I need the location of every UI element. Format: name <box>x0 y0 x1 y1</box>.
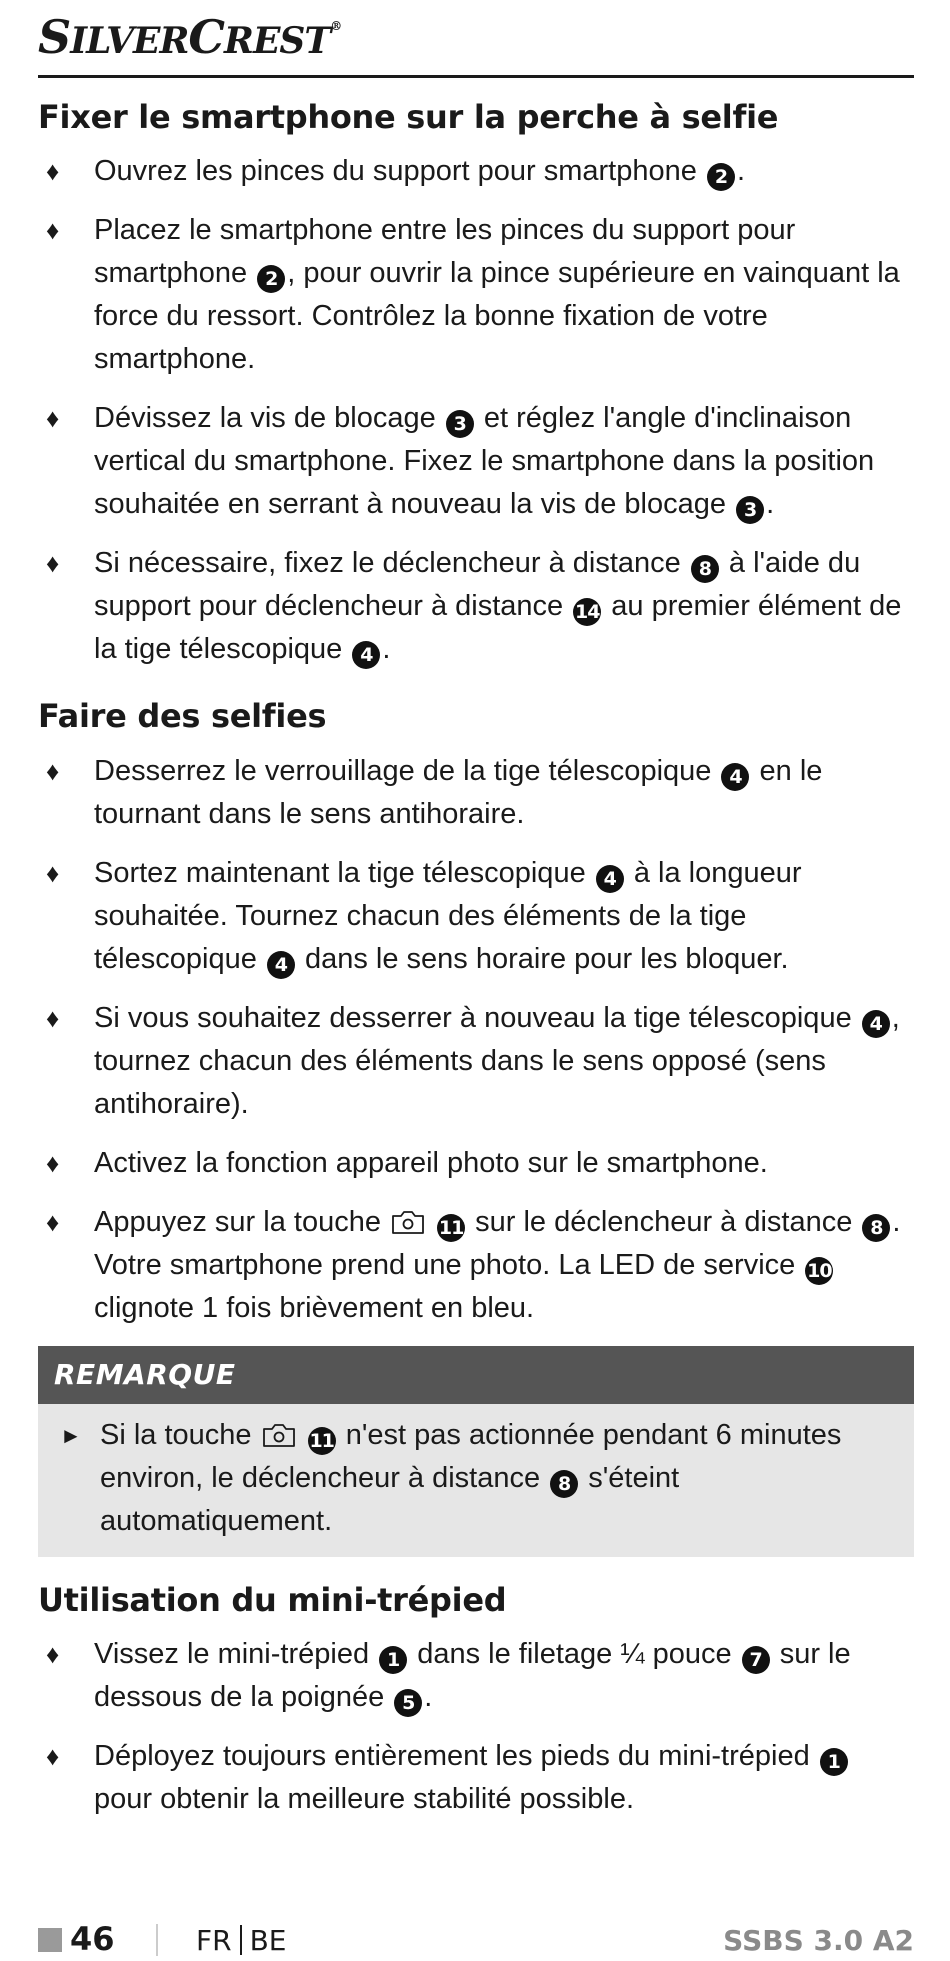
section-title: Faire des selfies <box>38 697 327 736</box>
text-run: en le tournant dans le sens antihoraire. <box>94 754 823 830</box>
list-item <box>38 209 914 381</box>
text-run: Desserrez le verrouillage de la tige télescopique <box>94 754 720 787</box>
part-number-badge: 3 <box>446 410 474 438</box>
section-title: Utilisation du mini-trépied <box>38 1580 507 1619</box>
footer-divider <box>156 1924 158 1956</box>
part-number-badge: 4 <box>596 865 624 893</box>
part-number-badge: 7 <box>742 1646 770 1674</box>
text-run: s'éteint automatiquement. <box>100 1461 680 1537</box>
list-item-text <box>94 547 901 665</box>
list-item <box>38 150 914 193</box>
list-item <box>38 1633 914 1719</box>
list-item-text <box>94 1147 768 1179</box>
footer-language <box>196 1924 286 1957</box>
text-run: Appuyez sur la touche <box>94 1205 390 1238</box>
page-footer <box>38 1920 914 1960</box>
text-run: Sortez maintenant la tige télescopique <box>94 856 594 889</box>
part-number-badge: 2 <box>257 265 285 293</box>
diamond-bullet-icon: ♦ <box>46 548 60 579</box>
text-run: . <box>736 155 746 188</box>
diamond-bullet-icon: ♦ <box>46 215 60 246</box>
list-item-text <box>94 1002 900 1120</box>
text-run: Activez la fonction appareil photo sur le smartphone. <box>94 1146 768 1179</box>
list-item-text <box>94 755 822 830</box>
page-header <box>38 8 914 78</box>
list-item <box>38 1735 914 1821</box>
text-run: Dévissez la vis de blocage <box>94 402 444 435</box>
diamond-bullet-icon: ♦ <box>46 857 60 888</box>
text-run: sur le dessous de la poignée <box>94 1638 851 1714</box>
part-number-badge: 8 <box>862 1214 890 1242</box>
text-run: à la longueur souhaitée. Tournez chacun des éléments de la tige télescopique <box>94 856 802 975</box>
text-run: pour obtenir la meilleure stabilité possible. <box>94 1783 635 1816</box>
text-run: . <box>382 633 391 666</box>
text-run: n'est pas actionnée pendant 6 minutes environ, le déclencheur à distance <box>100 1418 842 1494</box>
section-mount-smartphone <box>38 98 914 671</box>
part-number-badge: 2 <box>707 163 735 191</box>
text-run: clignote 1 fois brièvement en bleu. <box>94 1291 535 1324</box>
instruction-list <box>38 150 914 671</box>
text-run: à l'aide du support pour déclencheur à distance <box>94 547 861 623</box>
part-number-badge: 4 <box>267 951 295 979</box>
diamond-bullet-icon: ♦ <box>46 755 60 786</box>
text-run: sur le déclencheur à distance <box>467 1205 861 1238</box>
part-number-badge: 11 <box>308 1427 336 1455</box>
part-number-badge: 3 <box>736 496 764 524</box>
footer-square-icon <box>38 1928 62 1952</box>
text-run: , tournez chacun des éléments dans le sens opposé (sens antihoraire). <box>94 1001 900 1120</box>
page-number: 46 <box>70 1920 115 1958</box>
list-item-text <box>94 857 802 975</box>
part-number-badge: 4 <box>352 641 380 669</box>
instruction-list <box>38 1633 914 1821</box>
part-number-badge: 10 <box>805 1257 833 1285</box>
country-code: BE <box>249 1924 287 1957</box>
part-number-badge: 14 <box>573 598 601 626</box>
section-selfies <box>38 697 914 1329</box>
diamond-bullet-icon: ♦ <box>46 1147 60 1178</box>
list-item <box>38 542 914 671</box>
list-item <box>38 1142 914 1185</box>
list-item-text <box>94 1638 851 1713</box>
diamond-bullet-icon: ♦ <box>46 1206 60 1237</box>
diamond-bullet-icon: ♦ <box>46 156 60 187</box>
language-code: FR <box>196 1924 232 1957</box>
note-box <box>38 1346 914 1557</box>
list-item <box>38 397 914 526</box>
text-run: Si nécessaire, fixez le déclencheur à distance <box>94 547 689 580</box>
list-item <box>38 1201 914 1330</box>
diamond-bullet-icon: ♦ <box>46 403 60 434</box>
text-run: . Votre smartphone prend une photo. La LED de service <box>94 1205 901 1281</box>
note-heading: REMARQUE <box>38 1346 914 1404</box>
section-title: Fixer le smartphone sur la perche à selfie <box>38 98 779 136</box>
text-run: au premier élément de la tige télescopique <box>94 590 902 666</box>
note-text <box>100 1419 841 1537</box>
text-run: Déployez toujours entièrement les pieds du mini-trépied <box>94 1740 818 1773</box>
camera-icon <box>262 1422 296 1448</box>
part-number-badge: 11 <box>437 1214 465 1242</box>
list-item-text <box>94 1206 900 1324</box>
list-item <box>38 750 914 836</box>
text-run: Placez le smartphone entre les pinces du support pour smartphone <box>94 214 796 290</box>
text-run: . <box>424 1681 433 1714</box>
part-number-badge: 8 <box>691 555 719 583</box>
part-number-badge: 4 <box>721 763 749 791</box>
text-run <box>427 1206 435 1238</box>
list-item <box>38 997 914 1126</box>
diamond-bullet-icon: ♦ <box>46 1002 60 1033</box>
list-item-text <box>94 214 900 375</box>
text-run: Vissez le mini-trépied <box>94 1638 378 1671</box>
text-run: Si vous souhaitez desserrer à nouveau la tige télescopique <box>94 1001 860 1034</box>
part-number-badge: 8 <box>550 1470 578 1498</box>
text-run: Si la touche <box>100 1418 260 1451</box>
list-item <box>38 852 914 981</box>
text-run: Ouvrez les pinces du support pour smartphone <box>94 155 705 188</box>
text-run: . <box>766 488 775 521</box>
text-run: et réglez l'angle d'inclinaison vertical du smartphone. Fixez le smartphone dans la position souhaitée en serrant à nouveau la vis de blocage <box>94 402 875 521</box>
note-body <box>38 1404 914 1557</box>
list-item-text <box>94 1740 850 1815</box>
text-run <box>298 1419 306 1451</box>
list-item-text <box>94 155 745 187</box>
instruction-list <box>38 750 914 1330</box>
part-number-badge: 4 <box>862 1010 890 1038</box>
text-run: , pour ouvrir la pince supérieure en vainquant la force du ressort. Contrôlez la bonne fixation de votre smartphone. <box>94 257 900 376</box>
part-number-badge: 1 <box>820 1748 848 1776</box>
page-content <box>38 98 914 1837</box>
arrow-right-icon: ► <box>60 1422 82 1448</box>
language-divider <box>240 1925 242 1955</box>
model-number: SSBS 3.0 A2 <box>723 1924 914 1957</box>
camera-icon <box>391 1209 425 1235</box>
section-mini-tripod <box>38 1581 914 1821</box>
list-item-text <box>94 402 874 520</box>
part-number-badge: 1 <box>379 1646 407 1674</box>
diamond-bullet-icon: ♦ <box>46 1639 60 1670</box>
part-number-badge: 5 <box>394 1689 422 1717</box>
diamond-bullet-icon: ♦ <box>46 1741 60 1772</box>
brand-logo: SILVERCREST® <box>38 10 342 64</box>
text-run: dans le filetage ¼ pouce <box>409 1638 740 1671</box>
text-run: dans le sens horaire pour les bloquer. <box>296 942 789 975</box>
